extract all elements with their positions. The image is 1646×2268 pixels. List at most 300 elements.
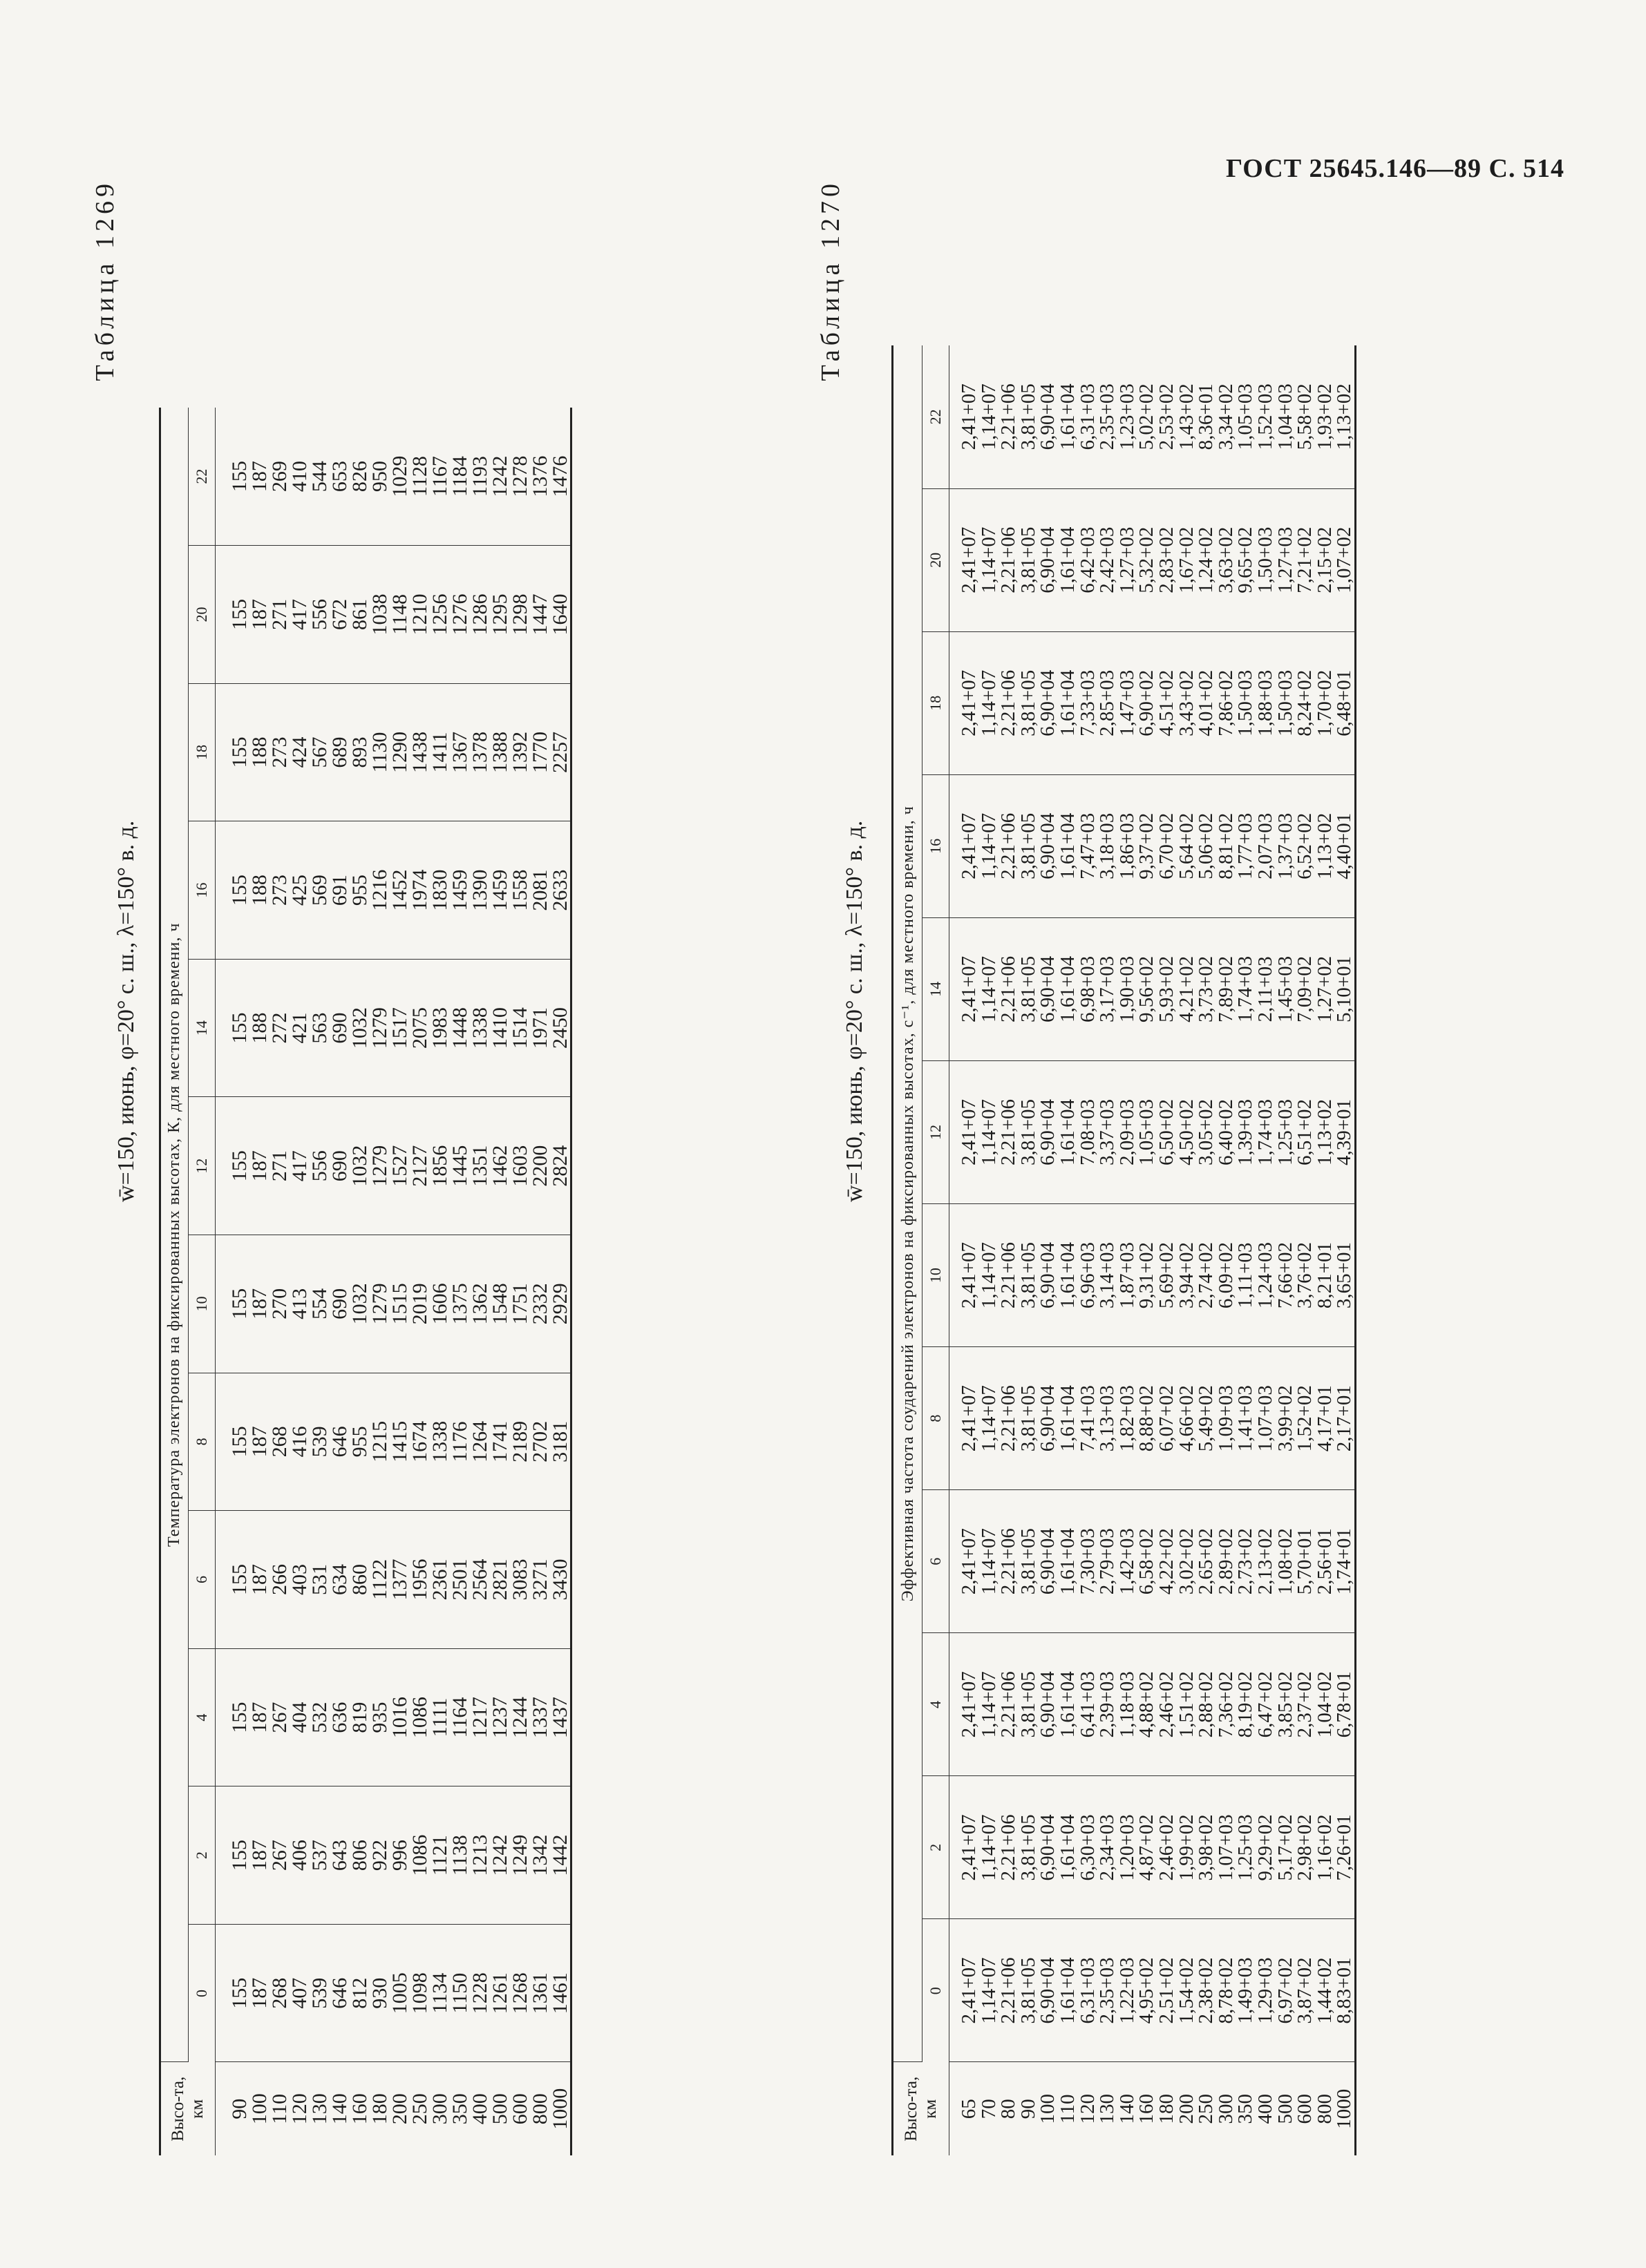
- table-cell: 155: [228, 736, 251, 768]
- height-value: 600: [509, 2093, 531, 2125]
- table-cell: 1,77+03: [1234, 812, 1257, 879]
- table-cell: 5,32+02: [1135, 526, 1158, 593]
- table-cell: 1,14+07: [977, 1528, 1000, 1595]
- table-cell: 1184: [448, 456, 471, 497]
- table-cell: 556: [308, 598, 331, 630]
- value-column: [949, 1490, 1356, 1633]
- time-header: 10: [189, 1235, 216, 1373]
- table-cell: 3,37+03: [1096, 1098, 1119, 1166]
- time-header: 14: [923, 917, 949, 1060]
- table-cell: 155: [228, 1702, 251, 1733]
- table-cell: 2501: [448, 1559, 471, 1601]
- table-cell: 1242: [489, 1834, 511, 1876]
- table-cell: 406: [288, 1840, 311, 1871]
- table-cell: 2,56+01: [1313, 1528, 1336, 1595]
- table-cell: 1,88+03: [1254, 669, 1276, 736]
- table-cell: 1,13+02: [1313, 1098, 1336, 1166]
- table-cell: 3,63+02: [1214, 526, 1237, 593]
- table-cell: 6,70+02: [1155, 812, 1177, 879]
- table-cell: 1005: [388, 1972, 411, 2014]
- table-cell: 3,98+02: [1195, 1814, 1218, 1881]
- table-cell: 1,18+03: [1115, 1671, 1138, 1738]
- table-cell: 1279: [368, 1145, 391, 1187]
- table-cell: 1452: [388, 869, 411, 911]
- table-cell: 1548: [489, 1283, 511, 1325]
- table-cell: 1,49+03: [1234, 1957, 1257, 2024]
- table-cell: 653: [328, 461, 351, 493]
- table-cell: 1,99+02: [1175, 1814, 1198, 1881]
- table-cell: 2,89+02: [1214, 1528, 1237, 1595]
- table-cell: 1,50+03: [1274, 669, 1296, 736]
- table-cell: 537: [308, 1840, 331, 1871]
- height-value: 130: [308, 2093, 331, 2125]
- table-cell: 1242: [489, 455, 511, 497]
- table-cell: 1,37+03: [1274, 812, 1296, 879]
- height-value: 140: [1115, 2094, 1138, 2124]
- time-header: 2: [189, 1786, 216, 1925]
- table-cell: 646: [328, 1426, 351, 1458]
- table-cell: 1295: [489, 593, 511, 636]
- table-cell: 1445: [448, 1145, 471, 1187]
- table-cell: 6,96+03: [1076, 1242, 1099, 1309]
- table-cell: 1279: [368, 1283, 391, 1325]
- table-cell: 2564: [469, 1559, 491, 1601]
- time-header: 14: [189, 959, 216, 1097]
- table-cell: 1375: [448, 1283, 471, 1325]
- table-cell: 2,38+02: [1195, 1957, 1218, 2024]
- time-header: 22: [189, 408, 216, 546]
- table-cell: 2,41+07: [958, 1814, 980, 1881]
- table-cell: 6,90+04: [1037, 526, 1059, 593]
- table-cell: 1,05+03: [1135, 1098, 1158, 1166]
- time-header: 18: [923, 631, 949, 774]
- table-cell: 2,74+02: [1195, 1242, 1218, 1309]
- table-cell: 1342: [529, 1834, 551, 1876]
- table-1269-block: [55, 180, 746, 2155]
- table-cell: 2,46+02: [1155, 1671, 1177, 1738]
- value-column: [949, 1204, 1356, 1347]
- data-table: [891, 345, 1356, 2155]
- table-cell: 6,30+03: [1076, 1814, 1099, 1881]
- table-cell: 6,90+04: [1037, 1814, 1059, 1881]
- table-cell: 1,61+04: [1056, 1385, 1079, 1452]
- table-cell: 1193: [469, 456, 491, 497]
- table-cell: 1,07+02: [1333, 526, 1356, 593]
- table-cell: 3,81+05: [1016, 526, 1039, 593]
- value-column: [949, 1776, 1356, 1919]
- height-value: 140: [328, 2093, 351, 2125]
- table-cell: 3430: [549, 1559, 571, 1601]
- value-column: [216, 821, 571, 960]
- table-cell: 2,41+07: [958, 1671, 980, 1738]
- table-cell: 2,41+07: [958, 383, 980, 450]
- table-cell: 1,61+04: [1056, 1242, 1079, 1309]
- table-cell: 2,35+03: [1096, 383, 1119, 450]
- table-cell: 1029: [388, 455, 411, 497]
- table-cell: 2,21+06: [997, 1671, 1020, 1738]
- table-cell: 2,73+02: [1234, 1528, 1257, 1595]
- table-cell: 1830: [428, 869, 451, 911]
- table-cell: 155: [228, 1150, 251, 1182]
- table-cell: 1167: [428, 456, 451, 497]
- table-cell: 1741: [489, 1420, 511, 1462]
- table-cell: 1,61+04: [1056, 1814, 1079, 1881]
- table-cell: 1256: [428, 593, 451, 636]
- table-cell: 3,87+02: [1294, 1957, 1316, 2024]
- table-cell: 6,90+04: [1037, 1242, 1059, 1309]
- table-cell: 187: [248, 1288, 271, 1319]
- table-cell: 8,36+01: [1195, 383, 1218, 450]
- table-cell: 2,39+03: [1096, 1671, 1119, 1738]
- table-cell: 187: [248, 598, 271, 630]
- table-cell: 2824: [549, 1145, 571, 1187]
- table-cell: 6,90+02: [1135, 669, 1158, 736]
- table-cell: 7,09+02: [1294, 955, 1316, 1022]
- table-cell: 1447: [529, 593, 551, 636]
- time-header: 2: [923, 1776, 949, 1919]
- table-cell: 2,98+02: [1294, 1814, 1316, 1881]
- table-cell: 1983: [428, 1007, 451, 1049]
- table-cell: 819: [348, 1702, 371, 1733]
- table-cell: 2081: [529, 869, 551, 911]
- table-cell: 6,90+04: [1037, 955, 1059, 1022]
- table-cell: 930: [368, 1977, 391, 2009]
- value-column: [216, 959, 571, 1097]
- value-column: [216, 1373, 571, 1511]
- value-column: [949, 1919, 1356, 2062]
- table-cell: 155: [228, 1288, 251, 1319]
- table-cell: 4,50+02: [1175, 1098, 1198, 1166]
- table-cell: 5,49+02: [1195, 1385, 1218, 1452]
- height-value: 400: [469, 2093, 491, 2125]
- table-cell: 1361: [529, 1972, 551, 2014]
- table-cell: 1111: [428, 1697, 451, 1737]
- table-cell: 273: [268, 736, 291, 768]
- height-value: 130: [1096, 2094, 1119, 2124]
- table-cell: 155: [228, 1012, 251, 1044]
- table-cell: 1770: [529, 732, 551, 774]
- value-column: [216, 1235, 571, 1373]
- table-cell: 6,52+02: [1294, 812, 1316, 879]
- table-cell: 1,14+07: [977, 1242, 1000, 1309]
- height-header: Высо-та, км: [893, 2062, 949, 2155]
- table-cell: 2,41+07: [958, 1098, 980, 1166]
- table-cell: 1298: [509, 593, 531, 636]
- table-cell: 646: [328, 1977, 351, 2009]
- table-cell: 5,70+01: [1294, 1528, 1316, 1595]
- table-cell: 1410: [489, 1007, 511, 1049]
- table-cell: 2,83+02: [1155, 526, 1177, 593]
- table-cell: 2,41+07: [958, 955, 980, 1022]
- table-cell: 1,61+04: [1056, 383, 1079, 450]
- table-cell: 893: [348, 736, 371, 768]
- table-cell: 410: [288, 461, 311, 493]
- table-cell: 1415: [388, 1420, 411, 1462]
- table-cell: 950: [368, 461, 391, 493]
- table-cell: 1261: [489, 1972, 511, 2014]
- table-cell: 268: [268, 1426, 291, 1458]
- height-value: 350: [448, 2093, 471, 2125]
- table-cell: 6,97+02: [1274, 1957, 1296, 2024]
- table-cell: 1442: [549, 1834, 571, 1876]
- table-cell: 9,56+02: [1135, 955, 1158, 1022]
- table-cell: 955: [348, 1426, 371, 1458]
- table-cell: 5,17+02: [1274, 1814, 1296, 1881]
- table-cell: 2,35+03: [1096, 1957, 1119, 2024]
- table-cell: 155: [228, 1426, 251, 1458]
- table-cell: 425: [288, 875, 311, 906]
- table-cell: 1,45+03: [1274, 955, 1296, 1022]
- table-cell: 1,14+07: [977, 383, 1000, 450]
- table-cell: 1,14+07: [977, 1671, 1000, 1738]
- table-cell: 267: [268, 1702, 291, 1733]
- table-cell: 1164: [448, 1697, 471, 1738]
- height-value: 65: [958, 2099, 980, 2119]
- table-cell: 922: [368, 1840, 391, 1871]
- table-cell: 3,13+03: [1096, 1385, 1119, 1452]
- table-cell: 2,21+06: [997, 1528, 1020, 1595]
- table-cell: 3,81+05: [1016, 1385, 1039, 1452]
- table-cell: 188: [248, 1012, 271, 1044]
- table-cell: 1,74+01: [1333, 1528, 1356, 1595]
- table-cell: 1459: [448, 869, 471, 911]
- table-cell: 2929: [549, 1283, 571, 1325]
- table-cell: 4,21+02: [1175, 955, 1198, 1022]
- table-cell: 1,05+03: [1234, 383, 1257, 450]
- height-value: 80: [997, 2099, 1020, 2119]
- table-cell: 1,87+03: [1115, 1242, 1138, 1309]
- table-cell: 1,27+02: [1313, 955, 1336, 1022]
- table-cell: 2,41+07: [958, 1528, 980, 1595]
- time-header: 16: [189, 821, 216, 960]
- table-cell: 2,42+03: [1096, 526, 1119, 593]
- table-cell: 272: [268, 1012, 291, 1044]
- table-cell: 1376: [529, 455, 551, 497]
- height-value: 120: [288, 2093, 311, 2125]
- table-cell: 539: [308, 1977, 331, 2009]
- value-column: [949, 1633, 1356, 1776]
- table-cell: 1,90+03: [1115, 955, 1138, 1022]
- table-cell: 8,21+01: [1313, 1242, 1336, 1309]
- table-cell: 1276: [448, 593, 471, 636]
- value-column: [949, 631, 1356, 774]
- table-cell: 1351: [469, 1145, 491, 1187]
- table-cell: 1388: [489, 732, 511, 774]
- time-header: 20: [923, 488, 949, 631]
- table-cell: 416: [288, 1426, 311, 1458]
- table-cell: 7,33+03: [1076, 669, 1099, 736]
- table-cell: 3,81+05: [1016, 1671, 1039, 1738]
- table-cell: 404: [288, 1702, 311, 1733]
- table-cell: 1210: [408, 593, 431, 636]
- table-cell: 1,82+03: [1115, 1385, 1138, 1452]
- table-cell: 273: [268, 875, 291, 906]
- table-cell: 690: [328, 1150, 351, 1182]
- table-cell: 2,34+03: [1096, 1814, 1119, 1881]
- table-cell: 2,17+01: [1333, 1385, 1356, 1452]
- value-column: [216, 1648, 571, 1786]
- table-cell: 1517: [388, 1007, 411, 1049]
- table-cell: 8,19+02: [1234, 1671, 1257, 1738]
- table-cell: 935: [368, 1702, 391, 1733]
- table-cell: 1,07+03: [1214, 1814, 1237, 1881]
- table-cell: 1,86+03: [1115, 812, 1138, 879]
- height-value: 160: [348, 2093, 371, 2125]
- value-column: [216, 1511, 571, 1649]
- table-cell: 812: [348, 1977, 371, 2009]
- table-cell: 2361: [428, 1559, 451, 1601]
- table-cell: 996: [388, 1840, 411, 1871]
- height-value: 200: [1175, 2094, 1198, 2124]
- height-value: 250: [1195, 2094, 1218, 2124]
- table-cell: 187: [248, 1977, 271, 2009]
- table-cell: 1148: [388, 593, 411, 635]
- table-cell: 4,22+02: [1155, 1528, 1177, 1595]
- table-cell: 1378: [469, 732, 491, 774]
- time-header: 22: [923, 345, 949, 488]
- table-1270-block: [760, 180, 1576, 2155]
- table-cell: 9,65+02: [1234, 526, 1257, 593]
- table-cell: 1,74+03: [1234, 955, 1257, 1022]
- table-cell: 634: [328, 1563, 351, 1595]
- table-cell: 6,31+03: [1076, 383, 1099, 450]
- table-cell: 690: [328, 1012, 351, 1044]
- table-cell: 3,73+02: [1195, 955, 1218, 1022]
- table-cell: 2200: [529, 1145, 551, 1187]
- value-column: [949, 774, 1356, 917]
- table-cell: 2633: [549, 869, 571, 911]
- table-cell: 8,83+01: [1333, 1957, 1356, 2024]
- table-cell: 2,21+06: [997, 955, 1020, 1022]
- table-cell: 407: [288, 1977, 311, 2009]
- table-cell: 3,05+02: [1195, 1098, 1218, 1166]
- table-cell: 7,08+03: [1076, 1098, 1099, 1166]
- table-cell: 1,09+03: [1214, 1385, 1237, 1452]
- table-cell: 1016: [388, 1697, 411, 1739]
- table-cell: 1,52+02: [1294, 1385, 1316, 1452]
- table-cell: 155: [228, 1563, 251, 1595]
- table-cell: 6,90+04: [1037, 1528, 1059, 1595]
- table-cell: 1438: [408, 732, 431, 774]
- table-cell: 1956: [408, 1559, 431, 1601]
- time-header: 16: [923, 774, 949, 917]
- table-cell: 3083: [509, 1559, 531, 1601]
- table-cell: 3,14+03: [1096, 1242, 1119, 1309]
- height-value: 70: [977, 2099, 1000, 2119]
- time-header: 6: [923, 1490, 949, 1633]
- table-cell: 9,31+02: [1135, 1242, 1158, 1309]
- table-cell: 1,13+02: [1333, 383, 1356, 450]
- page-header: ГОСТ 25645.146—89 С. 514: [1226, 154, 1564, 183]
- table-cell: 1,24+02: [1195, 526, 1218, 593]
- table-cell: 5,93+02: [1155, 955, 1177, 1022]
- height-value: 110: [268, 2093, 291, 2124]
- table-cell: 6,98+03: [1076, 955, 1099, 1022]
- table-cell: 4,95+02: [1135, 1957, 1158, 2024]
- table-cell: 2,21+06: [997, 812, 1020, 879]
- table-cell: 1461: [549, 1972, 571, 2014]
- table-cell: 421: [288, 1012, 311, 1044]
- data-table: [159, 408, 572, 2155]
- time-header: 20: [189, 546, 216, 684]
- table-cell: 6,90+04: [1037, 383, 1059, 450]
- table-cell: 1,20+03: [1115, 1814, 1138, 1881]
- table-cell: 1,52+03: [1254, 383, 1276, 450]
- table-cell: 3,76+02: [1294, 1242, 1316, 1309]
- table-cell: 5,69+02: [1155, 1242, 1177, 1309]
- table-cell: 532: [308, 1702, 331, 1733]
- table-cell: 556: [308, 1150, 331, 1182]
- table-cell: 5,02+02: [1135, 383, 1158, 450]
- table-cell: 1514: [509, 1007, 531, 1049]
- table-cell: 1640: [549, 593, 571, 636]
- table-cell: 2702: [529, 1420, 551, 1462]
- table-cell: 1,25+03: [1274, 1098, 1296, 1166]
- table-cell: 6,50+02: [1155, 1098, 1177, 1166]
- table-cell: 6,51+02: [1294, 1098, 1316, 1166]
- table-cell: 689: [328, 736, 351, 768]
- table-cell: 2,09+03: [1115, 1098, 1138, 1166]
- table-cell: 1437: [549, 1697, 571, 1739]
- height-value: 500: [1274, 2094, 1296, 2124]
- table-cell: 1,07+03: [1254, 1385, 1276, 1452]
- table-cell: 860: [348, 1563, 371, 1595]
- table-cell: 9,29+02: [1254, 1814, 1276, 1881]
- table-cell: 2450: [549, 1007, 571, 1049]
- table-cell: 1392: [509, 732, 531, 774]
- table-cell: 1,27+03: [1115, 526, 1138, 593]
- table-cell: 636: [328, 1702, 351, 1733]
- table-cell: 2,21+06: [997, 526, 1020, 593]
- table-cell: 3,81+05: [1016, 669, 1039, 736]
- time-header: 8: [189, 1373, 216, 1511]
- table-cell: 1,14+07: [977, 1098, 1000, 1166]
- table-cell: 6,40+02: [1214, 1098, 1237, 1166]
- table-cell: 155: [228, 461, 251, 493]
- table-cell: 1,14+07: [977, 812, 1000, 879]
- table-cell: 4,40+01: [1333, 812, 1356, 879]
- table-cell: 3181: [549, 1420, 571, 1462]
- table-cell: 1086: [408, 1697, 431, 1739]
- table-cell: 1,14+07: [977, 1957, 1000, 2024]
- table-cell: 1,51+02: [1175, 1671, 1198, 1738]
- height-value: 160: [1135, 2094, 1158, 2124]
- table-cell: 268: [268, 1977, 291, 2009]
- table-cell: 5,64+02: [1175, 812, 1198, 879]
- table-cell: 2,37+02: [1294, 1671, 1316, 1738]
- table-cell: 3,85+02: [1274, 1671, 1296, 1738]
- table-cell: 1249: [509, 1834, 531, 1876]
- table-cell: 417: [288, 598, 311, 630]
- table-cell: 690: [328, 1288, 351, 1319]
- table-cell: 424: [288, 736, 311, 768]
- value-column: [216, 683, 571, 821]
- table-cell: 1459: [489, 869, 511, 911]
- table-cell: 1,14+07: [977, 955, 1000, 1022]
- table-cell: 554: [308, 1288, 331, 1319]
- time-header: 12: [923, 1060, 949, 1203]
- table-cell: 3,81+05: [1016, 1528, 1039, 1595]
- table-cell: 7,30+03: [1076, 1528, 1099, 1595]
- table-cell: 2,41+07: [958, 1385, 980, 1452]
- table-cell: 1237: [489, 1697, 511, 1739]
- table-cell: 7,86+02: [1214, 669, 1237, 736]
- table-cell: 7,89+02: [1214, 955, 1237, 1022]
- value-column: [949, 345, 1356, 488]
- table-cell: 2,51+02: [1155, 1957, 1177, 2024]
- table-cell: 1038: [368, 593, 391, 636]
- group-header: Температура электронов на фиксированных высотах, К, для местного времени, ч: [160, 408, 189, 2062]
